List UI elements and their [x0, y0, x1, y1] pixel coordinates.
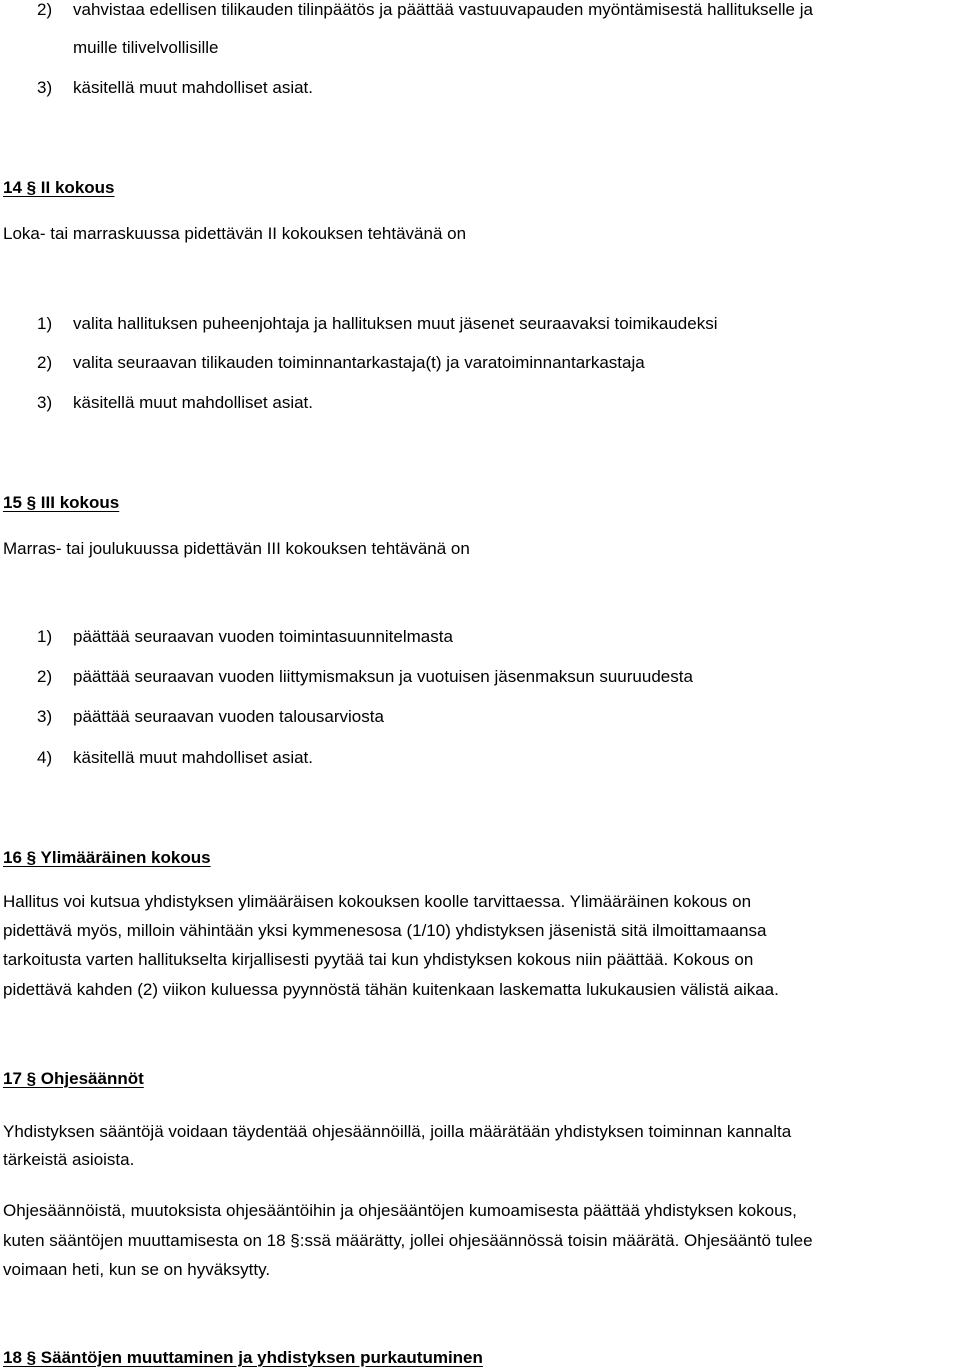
paragraph-line: pidettävä myös, milloin vähintään yksi kymmenesosa (1/10) yhdistyksen jäsenistä sitä ilmoittamaansa	[3, 921, 767, 940]
section-heading-17: 17 § Ohjesäännöt	[3, 1069, 144, 1088]
paragraph-line: Hallitus voi kutsua yhdistyksen ylimääräisen kokouksen koolle tarvittaessa. Ylimääräinen kokous on	[3, 892, 752, 911]
list-item-number: 1)	[37, 627, 53, 646]
list-item	[37, 348, 645, 377]
list-item	[37, 73, 313, 102]
section-intro-15: Marras- tai joulukuussa pidettävän III kokouksen tehtävänä on	[3, 539, 470, 558]
list-item-text: päättää seuraavan vuoden toimintasuunnitelmasta	[73, 627, 453, 646]
paragraph-line: kuten sääntöjen muuttamisesta on 18 §:ssä määrätty, jollei ohjesäännössä toisin määrätä. Ohjesääntö tulee	[3, 1231, 813, 1250]
paragraph-line: voimaan heti, kun se on hyväksytty.	[3, 1260, 271, 1279]
paragraph-line: Yhdistyksen sääntöjä voidaan täydentää ohjesäännöillä, joilla määrätään yhdistyksen toiminnan kannalta	[3, 1122, 792, 1141]
list-item-number: 4)	[37, 748, 53, 767]
list-item-number: 3)	[37, 78, 53, 97]
list-item-number: 3)	[37, 707, 53, 726]
list-item-text: päättää seuraavan vuoden talousarviosta	[73, 707, 384, 726]
section-heading-15: 15 § III kokous	[3, 493, 120, 512]
list-item-text: valita hallituksen puheenjohtaja ja hallituksen muut jäsenet seuraavaksi toimikaudeksi	[73, 314, 718, 333]
list-item-text: valita seuraavan tilikauden toiminnantarkastaja(t) ja varatoiminnantarkastaja	[73, 353, 645, 372]
list-item	[37, 309, 718, 338]
paragraph-line: tarkoitusta varten hallitukselta kirjallisesti pyytää tai kun yhdistyksen kokous niin päättää. Kokous on	[3, 950, 754, 969]
section-intro-14: Loka- tai marraskuussa pidettävän II kokouksen tehtävänä on	[3, 224, 467, 243]
list-item-continuation: muille tilivelvollisille	[73, 38, 219, 57]
paragraph-line: pidettävä kahden (2) viikon kuluessa pyynnöstä tähän kuitenkaan laskematta lukukausien välistä aikaa.	[3, 980, 779, 999]
list-item	[37, 662, 693, 691]
list-item-text: vahvistaa edellisen tilikauden tilinpäätös ja päättää vastuuvapauden myöntämisestä hallitukselle ja	[73, 0, 813, 19]
list-item-text: käsitellä muut mahdolliset asiat.	[73, 748, 314, 767]
list-item	[37, 702, 384, 731]
list-item	[37, 622, 453, 651]
list-item-text: käsitellä muut mahdolliset asiat.	[73, 78, 314, 97]
list-item-number: 2)	[37, 353, 53, 372]
list-item	[37, 0, 813, 24]
list-item-text: käsitellä muut mahdolliset asiat.	[73, 393, 314, 412]
section-heading-18: 18 § Sääntöjen muuttaminen ja yhdistyksen purkautuminen	[3, 1348, 483, 1367]
section-heading-16: 16 § Ylimääräinen kokous	[3, 848, 211, 867]
list-item	[37, 743, 313, 772]
list-item	[37, 388, 313, 417]
list-item-number: 1)	[37, 314, 53, 333]
list-item-text: päättää seuraavan vuoden liittymismaksun ja vuotuisen jäsenmaksun suuruudesta	[73, 667, 693, 686]
list-item-number: 3)	[37, 393, 53, 412]
paragraph-line: tärkeistä asioista.	[3, 1150, 135, 1169]
section-heading-14: 14 § II kokous	[3, 178, 115, 197]
paragraph-line: Ohjesäännöistä, muutoksista ohjesääntöihin ja ohjesääntöjen kumoamisesta päättää yhdistyksen kokous,	[3, 1201, 797, 1220]
list-item-number: 2)	[37, 667, 53, 686]
list-item-number: 2)	[37, 0, 53, 19]
